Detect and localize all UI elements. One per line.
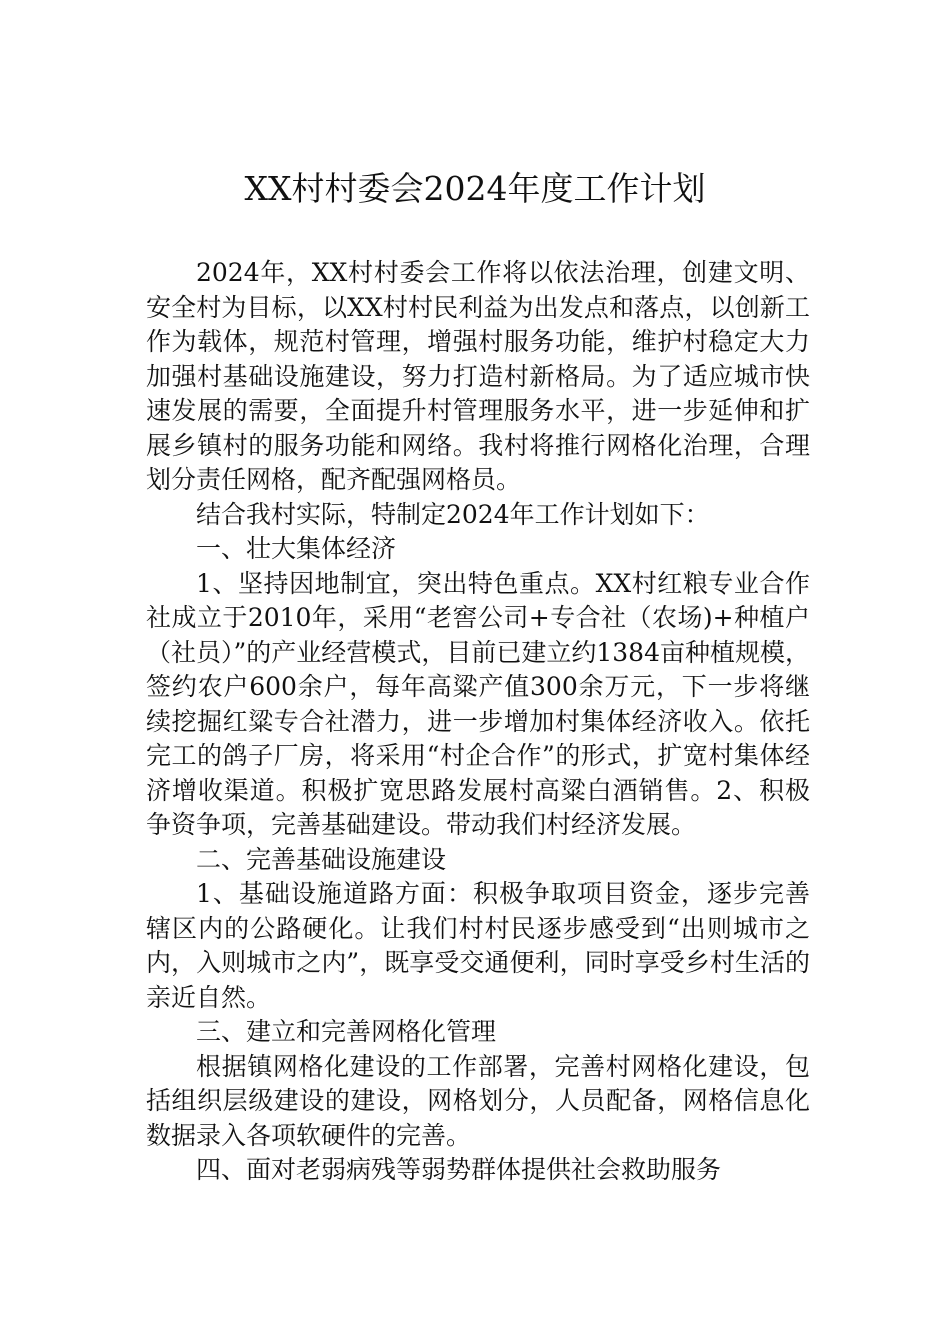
plan-lead-paragraph: 结合我村实际，特制定2024年工作计划如下： xyxy=(196,499,710,529)
section-heading-1: 一、壮大集体经济 xyxy=(196,534,397,563)
section-heading-4: 四、面对老弱病残等弱势群体提供社会救助服务 xyxy=(196,1155,722,1184)
section-heading-2: 二、完善基础设施建设 xyxy=(196,844,447,874)
section-heading-3: 三、建立和完善网格化管理 xyxy=(196,1017,497,1046)
intro-paragraph: 2024年，XX村村委会工作将以依法治理，创建文明、安全村为目标，以XX村村民利益为出发点和落点，以创新工作为载体，规范村管理，增强村服务功能，维护村稳定大力加强村基础设施建设，努力打造村新格局。为了适应城市快速发展的需要，全面提升村管理服务水平，进一步延伸和扩展乡镇村的服务功能和网络。我村将推行网格化治理，合理划分责任网格，配齐配强网格员。 xyxy=(146,258,810,494)
section-2-paragraph: 1、基础设施道路方面：积极争取项目资金，逐步完善辖区内的公路硬化。让我们村村民逐步感受到“出则城市之内，入则城市之内”，既享受交通便利，同时享受乡村生活的亲近自然。 xyxy=(146,879,810,1012)
document-body xyxy=(146,256,810,1188)
section-3-paragraph: 根据镇网格化建设的工作部署，完善村网格化建设，包括组织层级建设的建设，网格划分，人员配备，网格信息化数据录入各项软硬件的完善。 xyxy=(146,1051,810,1150)
document-title: XX村村委会2024年度工作计划 xyxy=(244,169,706,208)
section-1-paragraph: 1、坚持因地制宜，突出特色重点。XX村红粮专业合作社成立于2010年，采用“老窖公司+专合社（农场)+种植户（社员）”的产业经营模式，目前已建立约1384亩种植规模，签约农户600余户，每年高粱产值300余万元，下一步将继续挖掘红粱专合社潜力，进一步增加村集体经济收入。依托完工的鸽子厂房，将采用“村企合作”的形式，扩宽村集体经济增收渠道。积极扩宽思路发展村高粱白酒销售。2、积极争资争项，完善基础建设。带动我们村经济发展。 xyxy=(146,568,810,839)
